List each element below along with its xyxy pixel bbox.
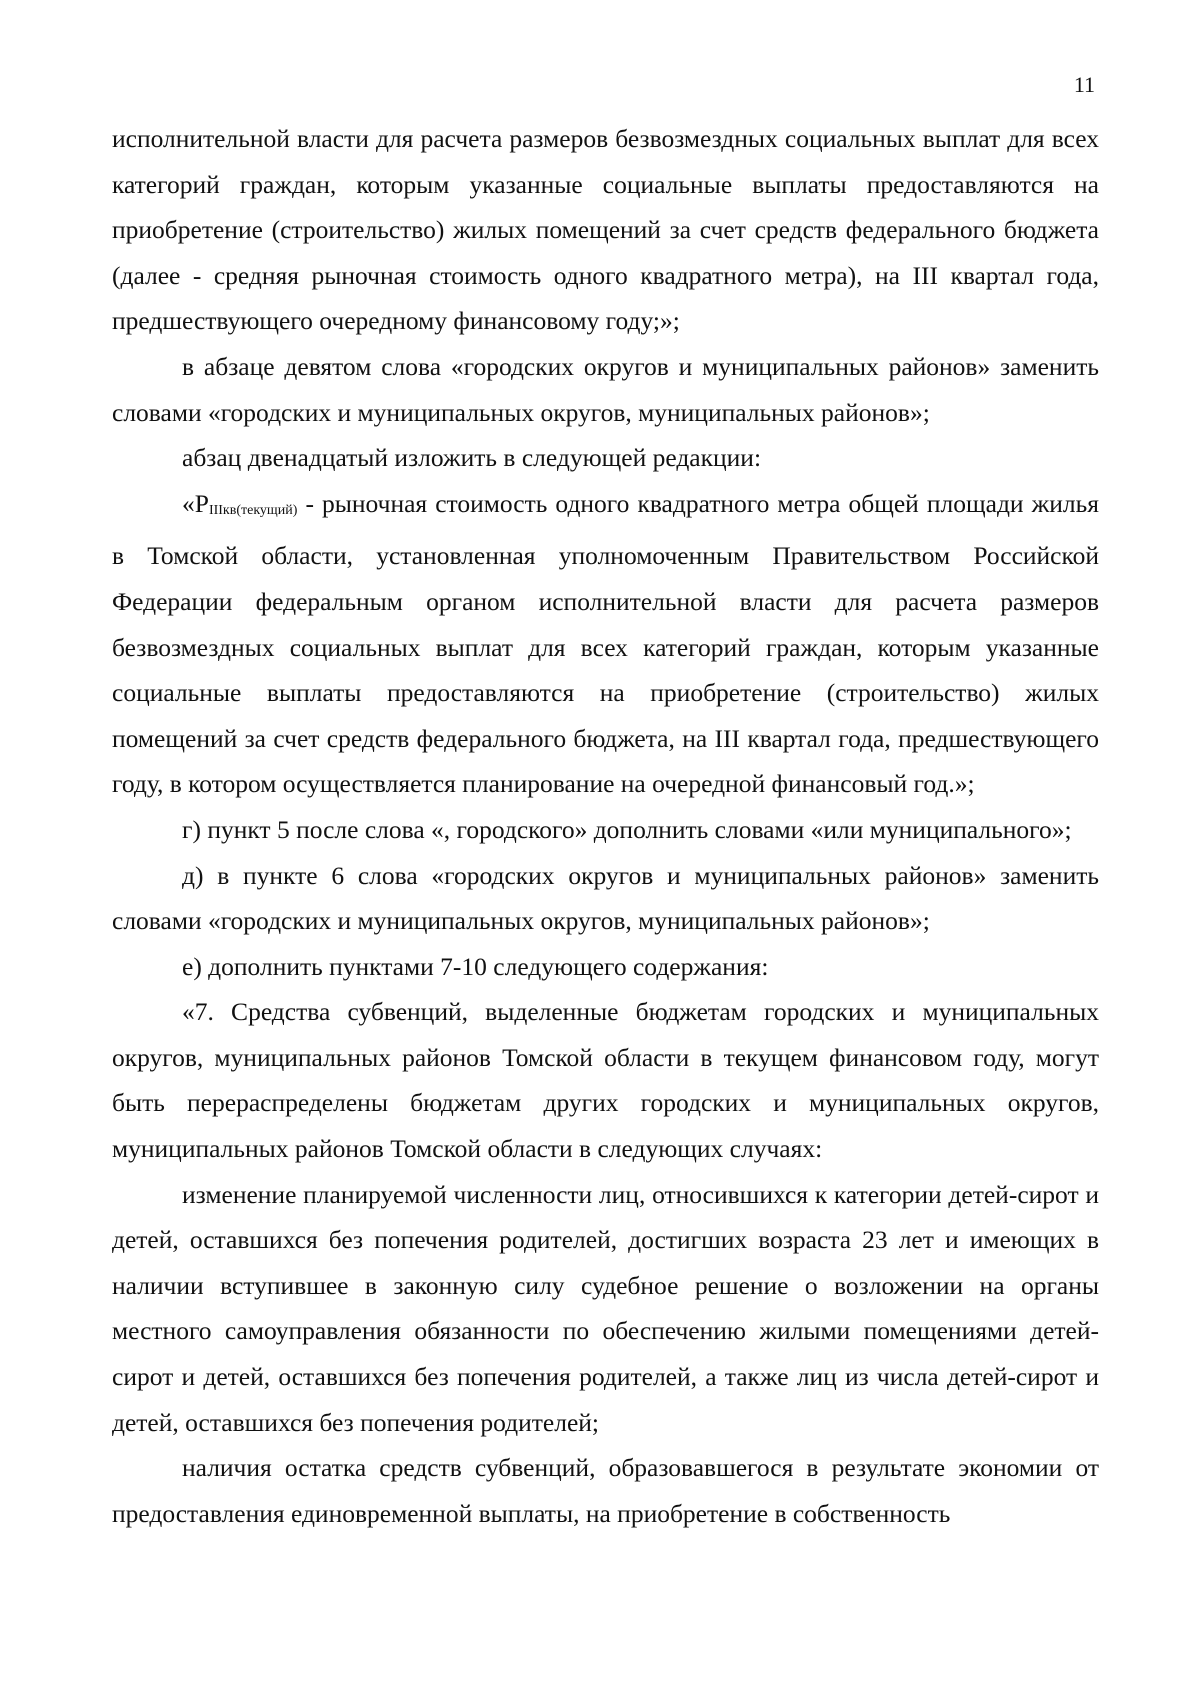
document-body [112, 116, 1099, 1536]
paragraph-amendment-ninth: в абзаце девятом слова «городских округов и муниципальных районов» заменить словами «городских и муниципальных округов, муниципальных районов»; [112, 351, 1099, 427]
paragraph-item-g: г) пункт 5 после слова «, городского» дополнить словами «или муниципального»; [182, 814, 1072, 844]
formula-symbol: «P [182, 488, 209, 518]
paragraph-case-remaining-funds: наличия остатка средств субвенций, образовавшегося в результате экономии от предоставления единовременной выплаты, на приобретение в собственность [112, 1453, 1099, 1528]
paragraph-continuation: исполнительной власти для расчета размеров безвозмездных социальных выплат для всех категорий граждан, которым указанные социальные выплаты предоставляются на приобретение (строительство) жилых помещений за счет средств федерального бюджета (далее - средняя рыночная стоимость одного квадратного метра), на III квартал года, предшествующего очередному финансовому году;»; [112, 124, 1099, 336]
formula-definition-text: - рыночная стоимость одного квадратного метра общей площади жилья в Томской области, установленная уполномоченным Правительством Российской Федерации федеральным органом исполнительной власти для расчета размеров безвозмездных социальных выплат для всех категорий граждан, которым указанные социальные выплаты предоставляются на приобретение (строительство) жилых помещений за счет средств федерального бюджета, на III квартал года, предшествующего году, в котором осуществляется планирование на очередной финансовый год.»; [112, 488, 1099, 799]
page-number: 11 [1073, 72, 1095, 97]
paragraph-item-e: е) дополнить пунктами 7-10 следующего содержания: [182, 951, 769, 981]
formula-subscript: IIIкв(текущий) [208, 502, 298, 518]
paragraph-formula-definition [112, 481, 1099, 807]
paragraph-point-7: «7. Средства субвенций, выделенные бюджетам городских и муниципальных округов, муниципальных районов Томской области в текущем финансовом году, могут быть перераспределены бюджетам других городских и муниципальных округов, муниципальных районов Томской области в следующих случаях: [112, 997, 1099, 1164]
paragraph-case-change-number: изменение планируемой численности лиц, относившихся к категории детей-сирот и детей, оставшихся без попечения родителей, достигших возраста 23 лет и имеющих в наличии вступившее в законную силу судебное решение о возложении на органы местного самоуправления обязанности по обеспечению жилыми помещениями детей-сирот и детей, оставшихся без попечения родителей, а также лиц из числа детей-сирот и детей, оставшихся без попечения родителей; [112, 1179, 1099, 1437]
paragraph-item-d: д) в пункте 6 слова «городских округов и муниципальных районов» заменить словами «городских и муниципальных округов, муниципальных районов»; [112, 860, 1099, 936]
paragraph-amendment-twelfth: абзац двенадцатый изложить в следующей редакции: [182, 443, 762, 473]
